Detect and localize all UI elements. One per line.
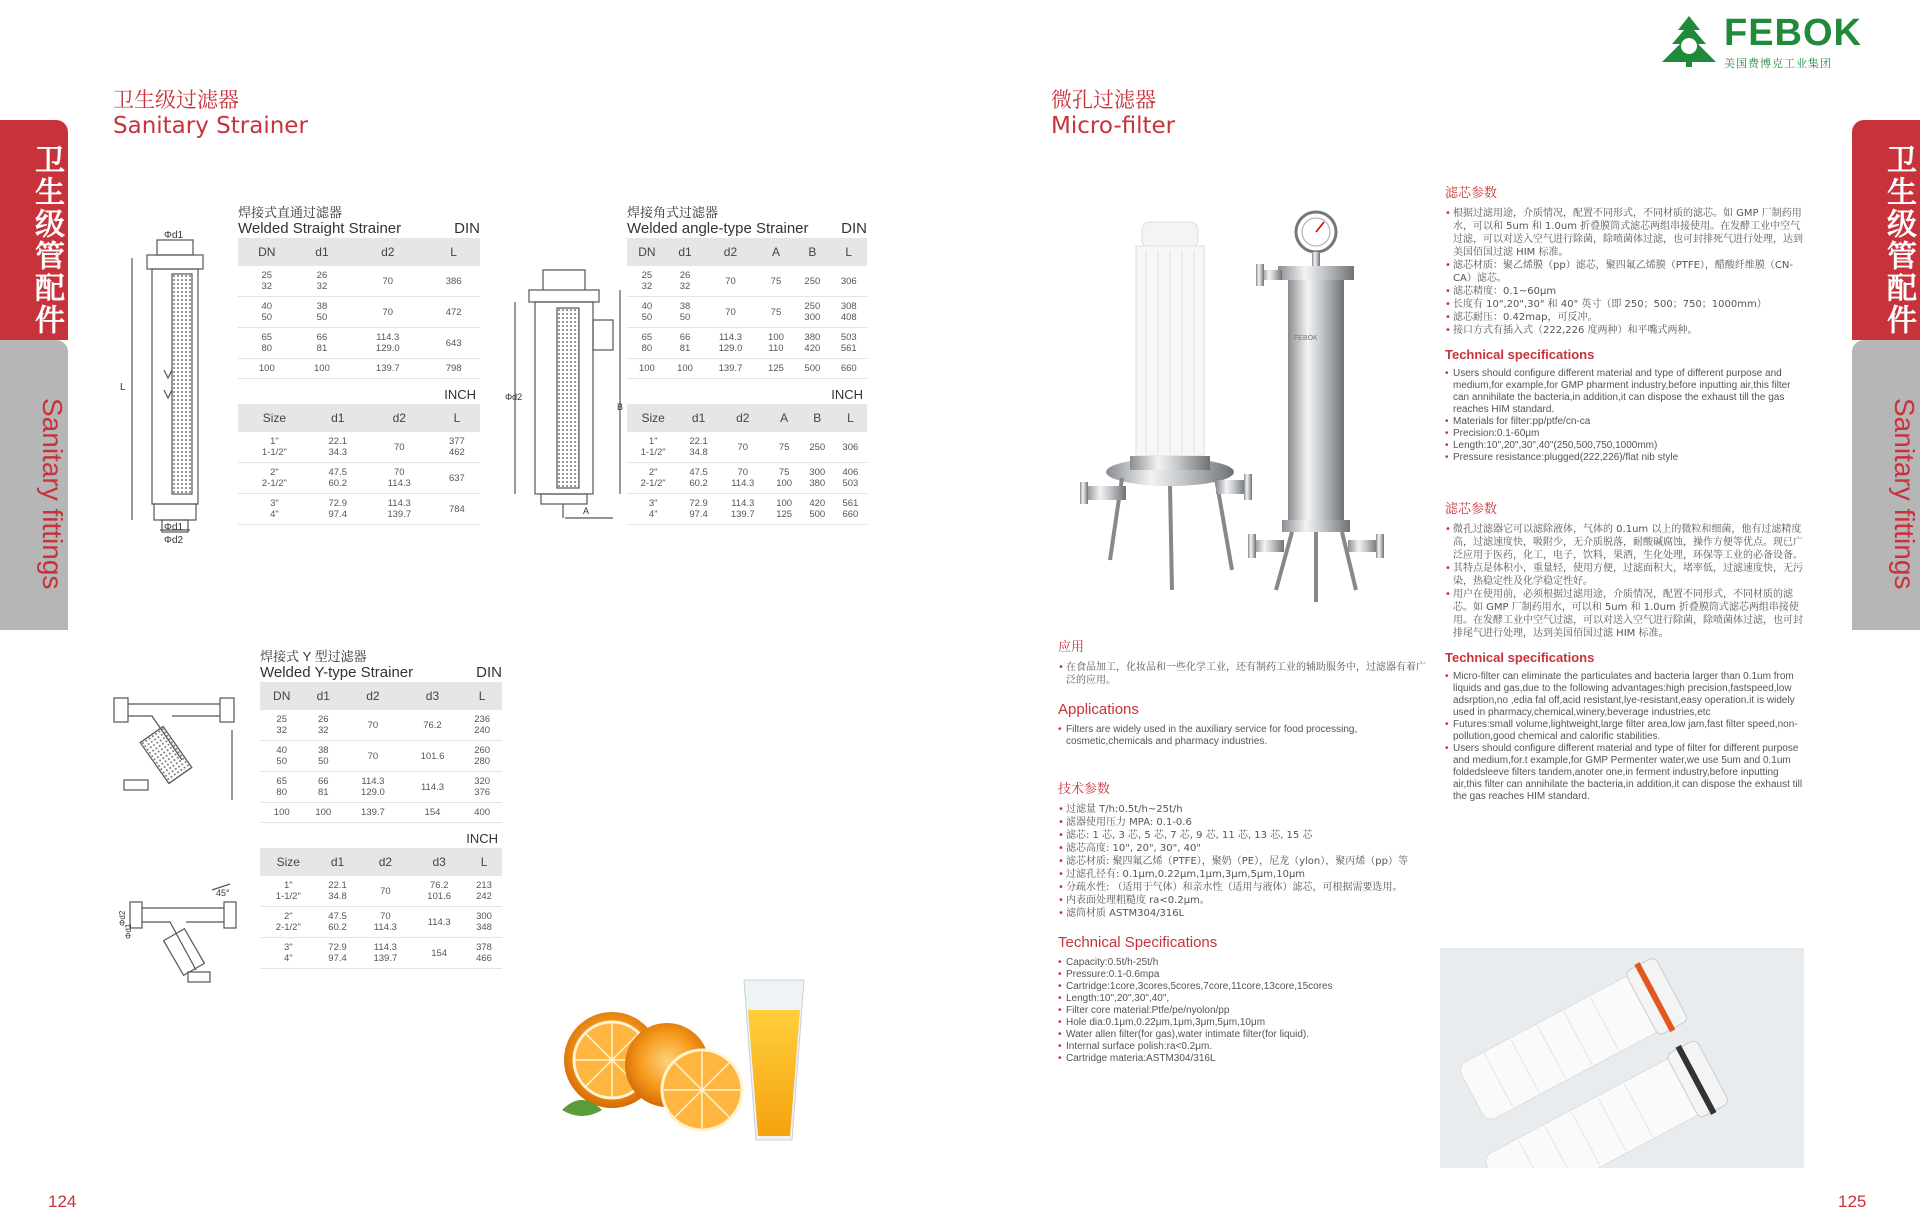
table-cell: 66 81 [303,772,343,803]
table-cell: 100 [260,803,303,823]
left-page-number: 124 [48,1192,77,1211]
table-cell: 500 [794,359,830,379]
table-cell: 300 380 [801,463,834,494]
table-row [260,907,502,938]
table-cell: 300 348 [466,907,502,938]
table-header-cell: B [801,404,834,432]
straight-strainer-drawing [112,230,242,545]
table-cell: 26 32 [303,710,343,741]
table-header-cell: Size [260,848,317,876]
bullet-item: • 接口方式有插入式（222,226 度两种）和平嘴式两种。 [1445,324,1807,337]
table-cell: 66 81 [296,328,349,359]
y-strainer-drawing-bottom [112,880,242,990]
table-cell: 250 [801,432,834,463]
table-cell: 406 503 [834,463,867,494]
bullet-item: • 滤筒材质 ASTM304/316L [1058,907,1428,920]
brand-name: FEBOK [1724,12,1862,54]
table-cell: 100 [238,359,296,379]
table-cell: 306 [831,266,867,297]
bullet-item: • 滤芯高度: 10", 20", 30", 40" [1058,842,1428,855]
bullet-item: • Internal surface polish:ra<0.2μm. [1058,1041,1428,1053]
table-cell: 38 50 [667,297,703,328]
table-cell: 100 [303,803,343,823]
table-cell: 236 240 [462,710,502,741]
y-strainer-drawing-top [112,690,242,810]
table-cell: 40 50 [238,297,296,328]
applications-en-list [1058,724,1428,748]
table-header-cell: d2 [703,238,758,266]
micro-en-list [1445,671,1807,803]
table-cell: 101.6 [403,741,463,772]
table-cell: 114.3 139.7 [358,938,412,969]
label-L: L [120,382,126,393]
table-cell: 503 561 [831,328,867,359]
din-label: DIN [454,220,480,237]
bullet-item: • 用户在使用前，必须根据过滤用途，介质情况，配置不同形式，不同材质的滤芯。如 GMP 厂制药用水，可以和 5um 和 1.0um 折叠膜筒式滤芯两组串接使用。在发酵工业中空气过滤，可以对送入空气进行除菌，除喷菌体过滤，也可封排尾气进行处理，达到美国佰国过滤 HIM 标准。 [1445,588,1807,640]
bullet-item: • Futures:small volume,lightweight,large filter area,low jam,fast filter speed,non-pollution,good chemical and calorific stabilities. [1445,719,1807,743]
table-header-cell: d2 [365,404,434,432]
table-cell: 114.3 [403,772,463,803]
table-row [238,463,480,494]
table-row [627,328,867,359]
filter-en-list [1445,368,1807,464]
table-cell: 70 [343,741,403,772]
table-header-cell: A [768,404,801,432]
tech-en-list [1058,957,1428,1065]
spec-table [260,682,502,823]
din-label: DIN [841,220,867,237]
table-cell: 139.7 [343,803,403,823]
right-title-en: Micro-filter [1051,113,1176,139]
table-cell: 72.9 97.4 [679,494,718,525]
bullet-item: • Length:10",20",30",40"(250,500,750,1000mm) [1445,440,1807,452]
table-row [238,328,480,359]
micro-cn-list [1445,523,1807,640]
bullet-item: • Water allen filter(for gas),water intimate filter(for liquid). [1058,1029,1428,1041]
table-cell: 114.3 129.0 [348,328,427,359]
table-header-row [238,238,480,266]
table-cell: 380 420 [794,328,830,359]
table-cell: 65 80 [627,328,667,359]
bullet-item: • 过滤量 T/h:0.5t/h~25t/h [1058,803,1428,816]
table-cell: 306 [834,432,867,463]
table-cell: 2" 2-1/2" [627,463,679,494]
label-angle-B: B [617,402,624,412]
label-angle-d2: Φd2 [505,392,523,402]
table-header-cell: d3 [403,682,463,710]
table-row [627,359,867,379]
table-row [627,463,867,494]
label-d2: Φd2 [164,535,184,545]
table-row [260,772,502,803]
right-side-tab [1852,120,1920,630]
table-row [627,266,867,297]
filter-en-title: Technical specifications [1445,347,1595,362]
table-cell: 3" 4" [627,494,679,525]
applications-en-title: Applications [1058,701,1139,718]
bullet-item: • Micro-filter can eliminate the particulates and bacteria larger than 0.1um from liquids and gas,due to the following advantages:high precision,fastspeed,low adsrption,no ,edia fal off,acid resistant,lye-resistant,easy operation.it is widely used in pharmacy,chemical,winery,beverage industries,etc [1445,671,1807,719]
spec-table [260,848,502,969]
table-row [260,741,502,772]
table-cell: 22.1 34.8 [317,876,359,907]
left-title-en: Sanitary Strainer [113,113,308,139]
table-cell: 114.3 129.0 [703,328,758,359]
table-cell: 114.3 [412,907,466,938]
table-cell: 47.5 60.2 [311,463,365,494]
bullet-item: • 滤芯材质：聚乙烯膜（pp）滤芯，聚四氟乙烯膜（PTFE），醋酸纤维膜（CN-CA）滤芯。 [1445,259,1807,285]
micro-en-title: Technical specifications [1445,650,1595,665]
table-cell: 2" 2-1/2" [238,463,311,494]
table-row [260,876,502,907]
bullet-item: • Users should configure different material and type of different purpose and medium,for example,for GMP pharment industry,before inputting air,this filter can annihilate the bacteria,in addition,it can dispose the exhaust till the gas reaches HIM standard. [1445,368,1807,416]
table-cell: 100 [667,359,703,379]
table-header-row [627,404,867,432]
table-cell: 250 [794,266,830,297]
bullet-item: • 过滤孔径有: 0.1μm,0.22μm,1μm,3μm,5μm,10μm [1058,868,1428,881]
right-page-number: 125 [1838,1192,1867,1211]
table-cell: 125 [758,359,794,379]
table-cell: 114.3 139.7 [718,494,768,525]
table-cell: 38 50 [303,741,343,772]
table-header-cell: d1 [296,238,349,266]
gauge-logo-text: FEBOK [1294,335,1318,342]
table-cell: 47.5 60.2 [317,907,359,938]
table-cell: 660 [831,359,867,379]
left-side-tab [0,120,68,630]
bullet-item: • Pressure resistance:plugged(222,226)/flat nib style [1445,452,1807,464]
table-cell: 3" 4" [260,938,317,969]
table-cell: 154 [412,938,466,969]
table-cell: 38 50 [296,297,349,328]
filter-cartridges-image [1440,948,1804,1168]
left-page-heading [113,88,308,140]
table-title-en: Welded angle-type Strainer [627,220,809,237]
table-cell: 65 80 [260,772,303,803]
bullet-item: • 在食品加工，化妆品和一些化学工业，还有制药工业的辅助服务中，过滤器有着广泛的应用。 [1058,661,1428,687]
side-tab-en: Sanitary fittings [0,340,68,630]
table-cell: 26 32 [667,266,703,297]
label-angle-A: A [583,506,590,516]
welded-angle-strainer-table [627,206,867,525]
bullet-item: • Precision:0.1-60μm [1445,428,1807,440]
table-cell: 1" 1-1/2" [627,432,679,463]
table-header-cell: L [466,848,502,876]
brand-subtitle: 美国费博克工业集团 [1724,57,1832,70]
welded-straight-strainer-table [238,206,480,525]
applications-cn-title: 应用 [1058,640,1085,655]
side-tab-cn: 卫生级管配件 [0,120,68,340]
table-title-en-row [627,220,867,238]
table-header-cell: d1 [303,682,343,710]
table-cell: 1" 1-1/2" [260,876,317,907]
table-cell: 100 [296,359,349,379]
table-header-cell: d1 [679,404,718,432]
table-header-cell: A [758,238,794,266]
table-row [238,432,480,463]
table-cell: 25 32 [260,710,303,741]
table-header-cell: L [434,404,480,432]
bullet-item: • 内表面处理粗糙度 ra<0.2μm。 [1058,894,1428,907]
table-row [238,266,480,297]
bullet-item: • 微孔过滤器它可以滤除液体，气体的 0.1um 以上的微粒和细菌，他有过滤精度高，过滤速度快，吸附少，无介质脱落，耐酸碱腐蚀，操作方便等优点。现已广泛应用于医药，化工，电子，饮料，果酒，生化处理，环保等工业的必备设备。 [1445,523,1807,562]
table-cell: 472 [427,297,480,328]
bullet-item: • Users should configure different material and type of filter for different purpose and medium,for.t example,for GMP Permenter water,we use 5um and 0.1um foldedsleeve filters tandem,anoter one,in ferment industry,before inputting air,this filter can annihilate the bacteria,in addition,it can dispose the exhaust till the gas reaches HIM standard. [1445,743,1807,803]
table-header-row [627,238,867,266]
table-row [260,710,502,741]
table-cell: 798 [427,359,480,379]
table-cell: 70 [703,266,758,297]
table-cell: 70 [358,876,412,907]
table-cell: 70 114.3 [358,907,412,938]
table-cell: 114.3 139.7 [365,494,434,525]
table-cell: 72.9 97.4 [317,938,359,969]
spec-table [627,238,867,379]
table-header-cell: L [427,238,480,266]
table-header-cell: Size [627,404,679,432]
table-header-cell: d1 [311,404,365,432]
table-header-cell: L [831,238,867,266]
table-header-cell: L [462,682,502,710]
table-row [238,494,480,525]
label-d1: Φd1 [164,230,184,241]
inch-label: INCH [444,387,476,402]
table-cell: 65 80 [238,328,296,359]
table-cell: 75 [758,297,794,328]
table-cell: 66 81 [667,328,703,359]
table-cell: 784 [434,494,480,525]
bullet-item: • 滤芯耐压：0.42map，可反冲。 [1445,311,1807,324]
table-cell: 25 32 [238,266,296,297]
table-row [627,494,867,525]
table-row [260,938,502,969]
table-cell: 47.5 60.2 [679,463,718,494]
table-header-cell: DN [260,682,303,710]
table-row [260,803,502,823]
table-cell: 100 125 [768,494,801,525]
table-cell: 308 408 [831,297,867,328]
right-col1 [1058,636,1428,1065]
micro-filter-product-image [1066,210,1406,610]
table-cell: 420 500 [801,494,834,525]
table-title-cn: 焊接角式过滤器 [627,205,719,220]
table-cell: 154 [403,803,463,823]
table-cell: 260 280 [462,741,502,772]
febok-logo [1656,14,1862,71]
bullet-item: • 分疏水性: （适用于气体）和亲水性（适用与液体）滤芯，可根据需要选用。 [1058,881,1428,894]
table-cell: 100 110 [758,328,794,359]
table-cell: 561 660 [834,494,867,525]
table-header-row [238,404,480,432]
spec-table [238,238,480,379]
table-cell: 22.1 34.8 [679,432,718,463]
tech-cn-title: 技术参数 [1058,782,1111,797]
table-cell: 70 [343,710,403,741]
logo-tree-icon [1656,14,1722,68]
table-row [627,432,867,463]
bullet-item: • 其特点是体积小，重量轻，使用方便，过滤面积大，堵率低，过滤速度快，无污染，热稳定性及化学稳定性好。 [1445,562,1807,588]
table-cell: 378 466 [466,938,502,969]
table-cell: 75 100 [768,463,801,494]
table-row [627,297,867,328]
table-cell: 320 376 [462,772,502,803]
left-title-cn: 卫生级过滤器 [113,88,239,112]
table-header-cell: Size [238,404,311,432]
table-cell: 643 [427,328,480,359]
table-cell: 70 [703,297,758,328]
table-cell: 75 [758,266,794,297]
table-cell: 26 32 [296,266,349,297]
table-cell: 70 [348,266,427,297]
table-cell: 139.7 [348,359,427,379]
din-label: DIN [476,664,502,681]
welded-y-strainer-table [260,650,502,969]
bullet-item: • Cartridge:1core,3cores,5cores,7core,11core,13core,15cores [1058,981,1428,993]
table-title-en: Welded Straight Strainer [238,220,402,237]
bullet-item: • Hole dia:0.1μm,0.22μm,1μm,3μm,5μm,10μm [1058,1017,1428,1029]
label-y-d51: Φd1 [124,923,133,939]
label-y-d52: Φd2 [118,910,127,926]
side-tab-cn-right: 卫生级管配件 [1852,120,1920,340]
table-cell: 22.1 34.3 [311,432,365,463]
table-cell: 2" 2-1/2" [260,907,317,938]
bullet-item: • Capacity:0.5t/h-25t/h [1058,957,1428,969]
orange-juice-image [552,960,812,1150]
inch-label: INCH [466,831,498,846]
micro-cn-title: 滤芯参数 [1445,502,1498,517]
bullet-item: • Pressure:0.1-0.6mpa [1058,969,1428,981]
table-cell: 75 [768,432,801,463]
table-header-cell: d3 [412,848,466,876]
table-cell: 100 [627,359,667,379]
table-title-en-row [260,664,502,682]
table-cell: 637 [434,463,480,494]
bullet-item: • 滤芯: 1 芯, 3 芯, 5 芯, 7 芯, 9 芯, 11 芯, 13 芯, 15 芯 [1058,829,1428,842]
inch-label: INCH [831,387,863,402]
side-tab-en-right: Sanitary fittings [1852,340,1920,630]
spec-table [238,404,480,525]
right-col2 [1445,182,1807,803]
table-header-cell: L [834,404,867,432]
table-title-en-row [238,220,480,238]
table-cell: 40 50 [260,741,303,772]
applications-cn-list [1058,661,1428,687]
table-cell: 70 114.3 [365,463,434,494]
bullet-item: • Filters are widely used in the auxiliary service for food processing, cosmetic,chemicals and pharmacy industries. [1058,724,1428,748]
table-cell: 40 50 [627,297,667,328]
table-cell: 70 [348,297,427,328]
bullet-item: • Length:10",20",30",40", [1058,993,1428,1005]
right-page-heading [1051,88,1175,140]
bullet-item: • Materials for filter:pp/ptfe/cn-ca [1445,416,1807,428]
table-header-cell: d1 [667,238,703,266]
table-cell: 386 [427,266,480,297]
table-cell: 1" 1-1/2" [238,432,311,463]
table-cell: 70 [365,432,434,463]
table-cell: 3" 4" [238,494,311,525]
table-header-cell: B [794,238,830,266]
table-header-row [260,848,502,876]
bullet-item: • 长度有 10",20",30" 和 40" 英寸（即 250；500；750；1000mm） [1445,298,1807,311]
table-cell: 114.3 129.0 [343,772,403,803]
table-cell: 25 32 [627,266,667,297]
table-cell: 70 114.3 [718,463,768,494]
table-cell: 76.2 101.6 [412,876,466,907]
bullet-item: • Filter core material:Ptfe/pe/nyolon/pp [1058,1005,1428,1017]
table-title-cn: 焊接式 Y 型过滤器 [260,649,367,664]
table-cell: 250 300 [794,297,830,328]
table-cell: 76.2 [403,710,463,741]
tech-en-title: Technical Specifications [1058,934,1218,951]
table-header-cell: d2 [718,404,768,432]
table-row [238,359,480,379]
bullet-item: • Cartridge materia:ASTM304/316L [1058,1053,1428,1065]
table-cell: 377 462 [434,432,480,463]
tech-cn-list [1058,803,1428,920]
table-header-cell: DN [238,238,296,266]
table-header-cell: DN [627,238,667,266]
bullet-item: • 滤器使用压力 MPA: 0.1-0.6 [1058,816,1428,829]
table-header-cell: d2 [358,848,412,876]
table-header-cell: d1 [317,848,359,876]
table-cell: 70 [718,432,768,463]
table-cell: 72.9 97.4 [311,494,365,525]
table-header-cell: d2 [348,238,427,266]
table-header-row [260,682,502,710]
spec-table [627,404,867,525]
table-row [238,297,480,328]
table-title-en: Welded Y-type Strainer [260,664,414,681]
bullet-item: • 根据过滤用途，介质情况，配置不同形式，不同材质的滤芯。如 GMP 厂制药用水，可以和 5um 和 1.0um 折叠膜筒式滤芯两组串接使用。在发酵工业中空气过滤，可以对送入空气进行除菌，除喷菌体过滤，也可封排死气进行处理，达到美国佰国过滤 HIM 标准。 [1445,207,1807,259]
table-header-cell: d2 [343,682,403,710]
bullet-item: • 滤芯精度：0.1~60μm [1445,285,1807,298]
table-title-cn: 焊接式直通过滤器 [238,205,343,220]
table-cell: 400 [462,803,502,823]
label-d1-bottom: Φd1 [164,522,184,533]
right-title-cn: 微孔过滤器 [1051,88,1156,112]
table-cell: 213 242 [466,876,502,907]
label-y-deg: 45° [216,888,230,898]
table-cell: 139.7 [703,359,758,379]
angle-strainer-drawing [505,260,630,525]
filter-cn-title: 滤芯参数 [1445,186,1498,201]
bullet-item: • 滤芯材质: 聚四氟乙烯（PTFE），聚奶（PE），尼龙（ylon），聚丙烯（pp）等 [1058,855,1428,868]
filter-cn-list [1445,207,1807,337]
